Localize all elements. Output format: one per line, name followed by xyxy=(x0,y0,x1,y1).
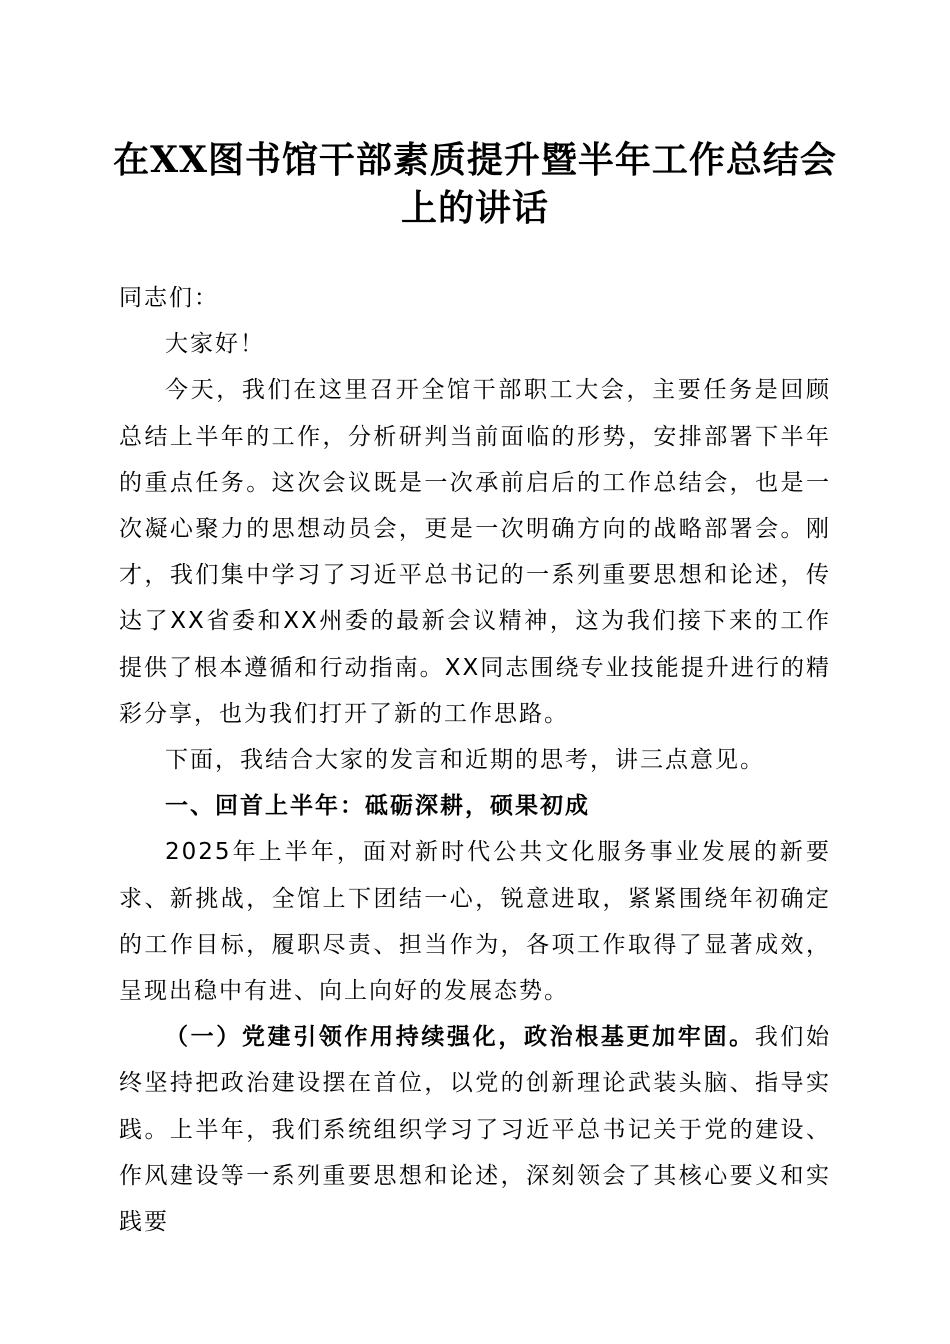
subsection-1-paragraph xyxy=(119,1014,831,1245)
document-body xyxy=(119,275,831,1245)
title-line-2: 上的讲话 xyxy=(400,187,549,229)
subsection-1-lead: （一）党建引领作用持续强化，政治根基更加牢固。 xyxy=(165,1024,755,1051)
subsection-1-body: 我们始终坚持把政治建设摆在首位，以党的创新理论武装头脑、指导实践。上半年，我们系统组织学习了习近平总书记关于党的建设、作风建设等一系列重要思想和论述，深刻领会了其核心要义和实践要 xyxy=(119,1024,832,1236)
salutation: 同志们： xyxy=(119,285,219,311)
document-title xyxy=(100,136,850,232)
transition-paragraph: 下面，我结合大家的发言和近期的思考，讲三点意见。 xyxy=(165,747,765,774)
greeting: 大家好！ xyxy=(165,331,265,358)
section-1-paragraph: 2025年上半年，面对新时代公共文化服务事业发展的新要求、新挑战，全馆上下团结一心，锐意进取，紧紧围绕年初确定的工作目标，履职尽责、担当作为，各项工作取得了显著成效，呈现出稳中有进、向上向好的发展态势。 xyxy=(119,839,831,1005)
title-line-1: 在XX图书馆干部素质提升暨半年工作总结会 xyxy=(113,139,837,181)
intro-paragraph: 今天，我们在这里召开全馆干部职工大会，主要任务是回顾总结上半年的工作，分析研判当前面临的形势，安排部署下半年的重点任务。这次会议既是一次承前启后的工作总结会，也是一次凝心聚力的思想动员会，更是一次明确方向的战略部署会。刚才，我们集中学习了习近平总书记的一系列重要思想和论述，传达了XX省委和XX州委的最新会议精神，这为我们接下来的工作提供了根本遵循和行动指南。XX同志围绕专业技能提升进行的精彩分享，也为我们打开了新的工作思路。 xyxy=(119,377,831,727)
section-1-heading: 一、回首上半年：砥砺深耕，硕果初成 xyxy=(165,793,590,820)
